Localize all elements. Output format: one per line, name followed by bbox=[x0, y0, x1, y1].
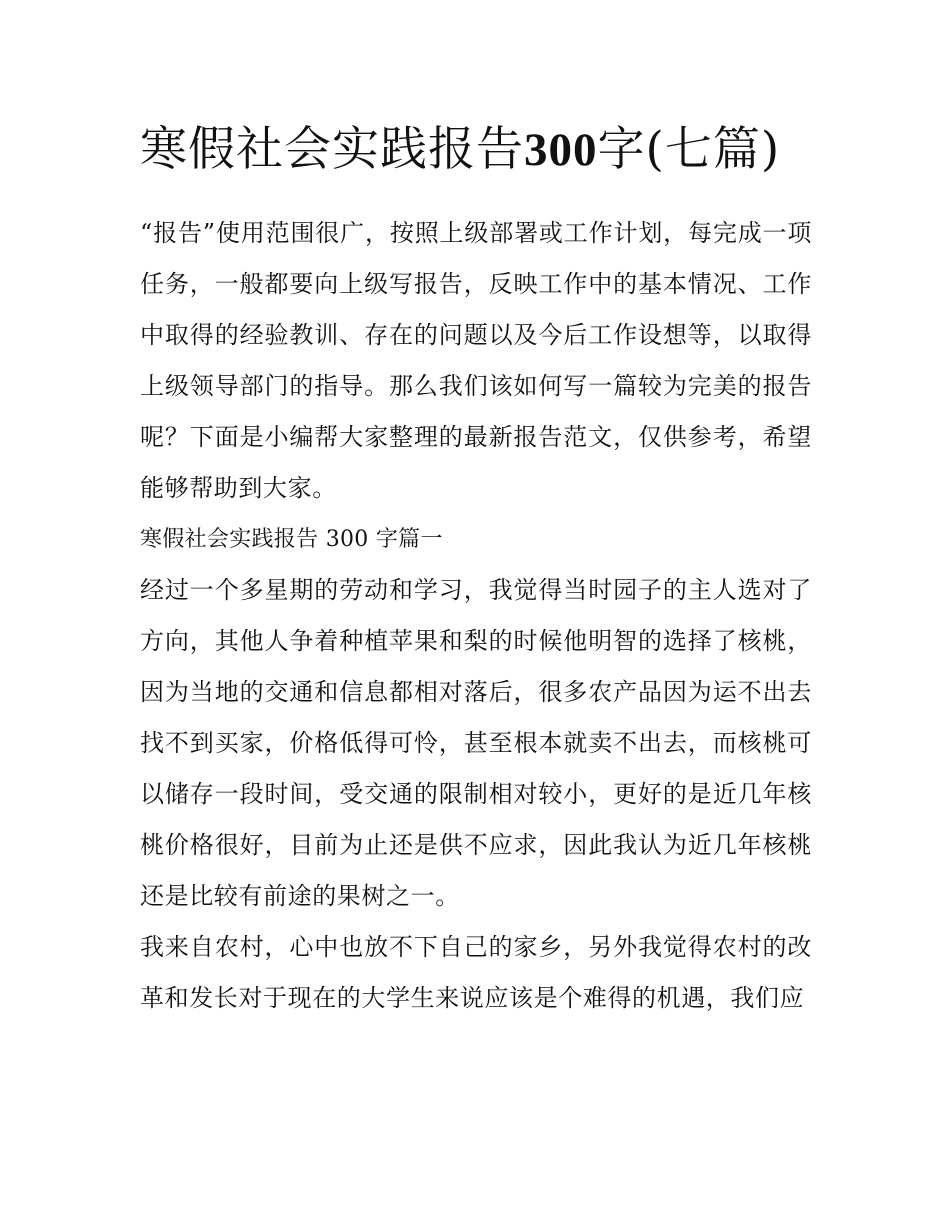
document-page bbox=[140, 112, 812, 1024]
document-title bbox=[140, 112, 812, 188]
title-text-part1: 寒假社会实践报告 bbox=[140, 122, 524, 177]
body-paragraph-1: 经过一个多星期的劳动和学习，我觉得当时园子的主人选对了方向，其他人争着种植苹果和梨的时候他明智的选择了核桃，因为当地的交通和信息都相对落后，很多农产品因为运不出去找不到买家，价格低得可怜，甚至根本就卖不出去，而核桃可以储存一段时间，受交通的限制相对较小，更好的是近几年核桃价格很好，目前为止还是供不应求，因此我认为近几年核桃还是比较有前途的果树之一。 bbox=[140, 576, 812, 910]
document-body bbox=[140, 208, 812, 1024]
section-heading: 寒假社会实践报告 300 字篇一 bbox=[140, 527, 443, 552]
title-number: 300 bbox=[524, 124, 598, 176]
intro-paragraph: “报告”使用范围很广，按照上级部署或工作计划，每完成一项任务，一般都要向上级写报告，反映工作中的基本情况、工作中取得的经验教训、存在的问题以及今后工作设想等，以取得上级领导部门的指导。那么我们该如何写一篇较为完美的报告呢？下面是小编帮大家整理的最新报告范文，仅供参考，希望能够帮助到大家。 bbox=[140, 219, 812, 502]
body-paragraph-2: 我来自农村，心中也放不下自己的家乡，另外我觉得农村的改革和发长对于现在的大学生来说应该是个难得的机遇，我们应 bbox=[140, 933, 812, 1012]
title-text-part2: 字(七篇) bbox=[597, 122, 781, 177]
